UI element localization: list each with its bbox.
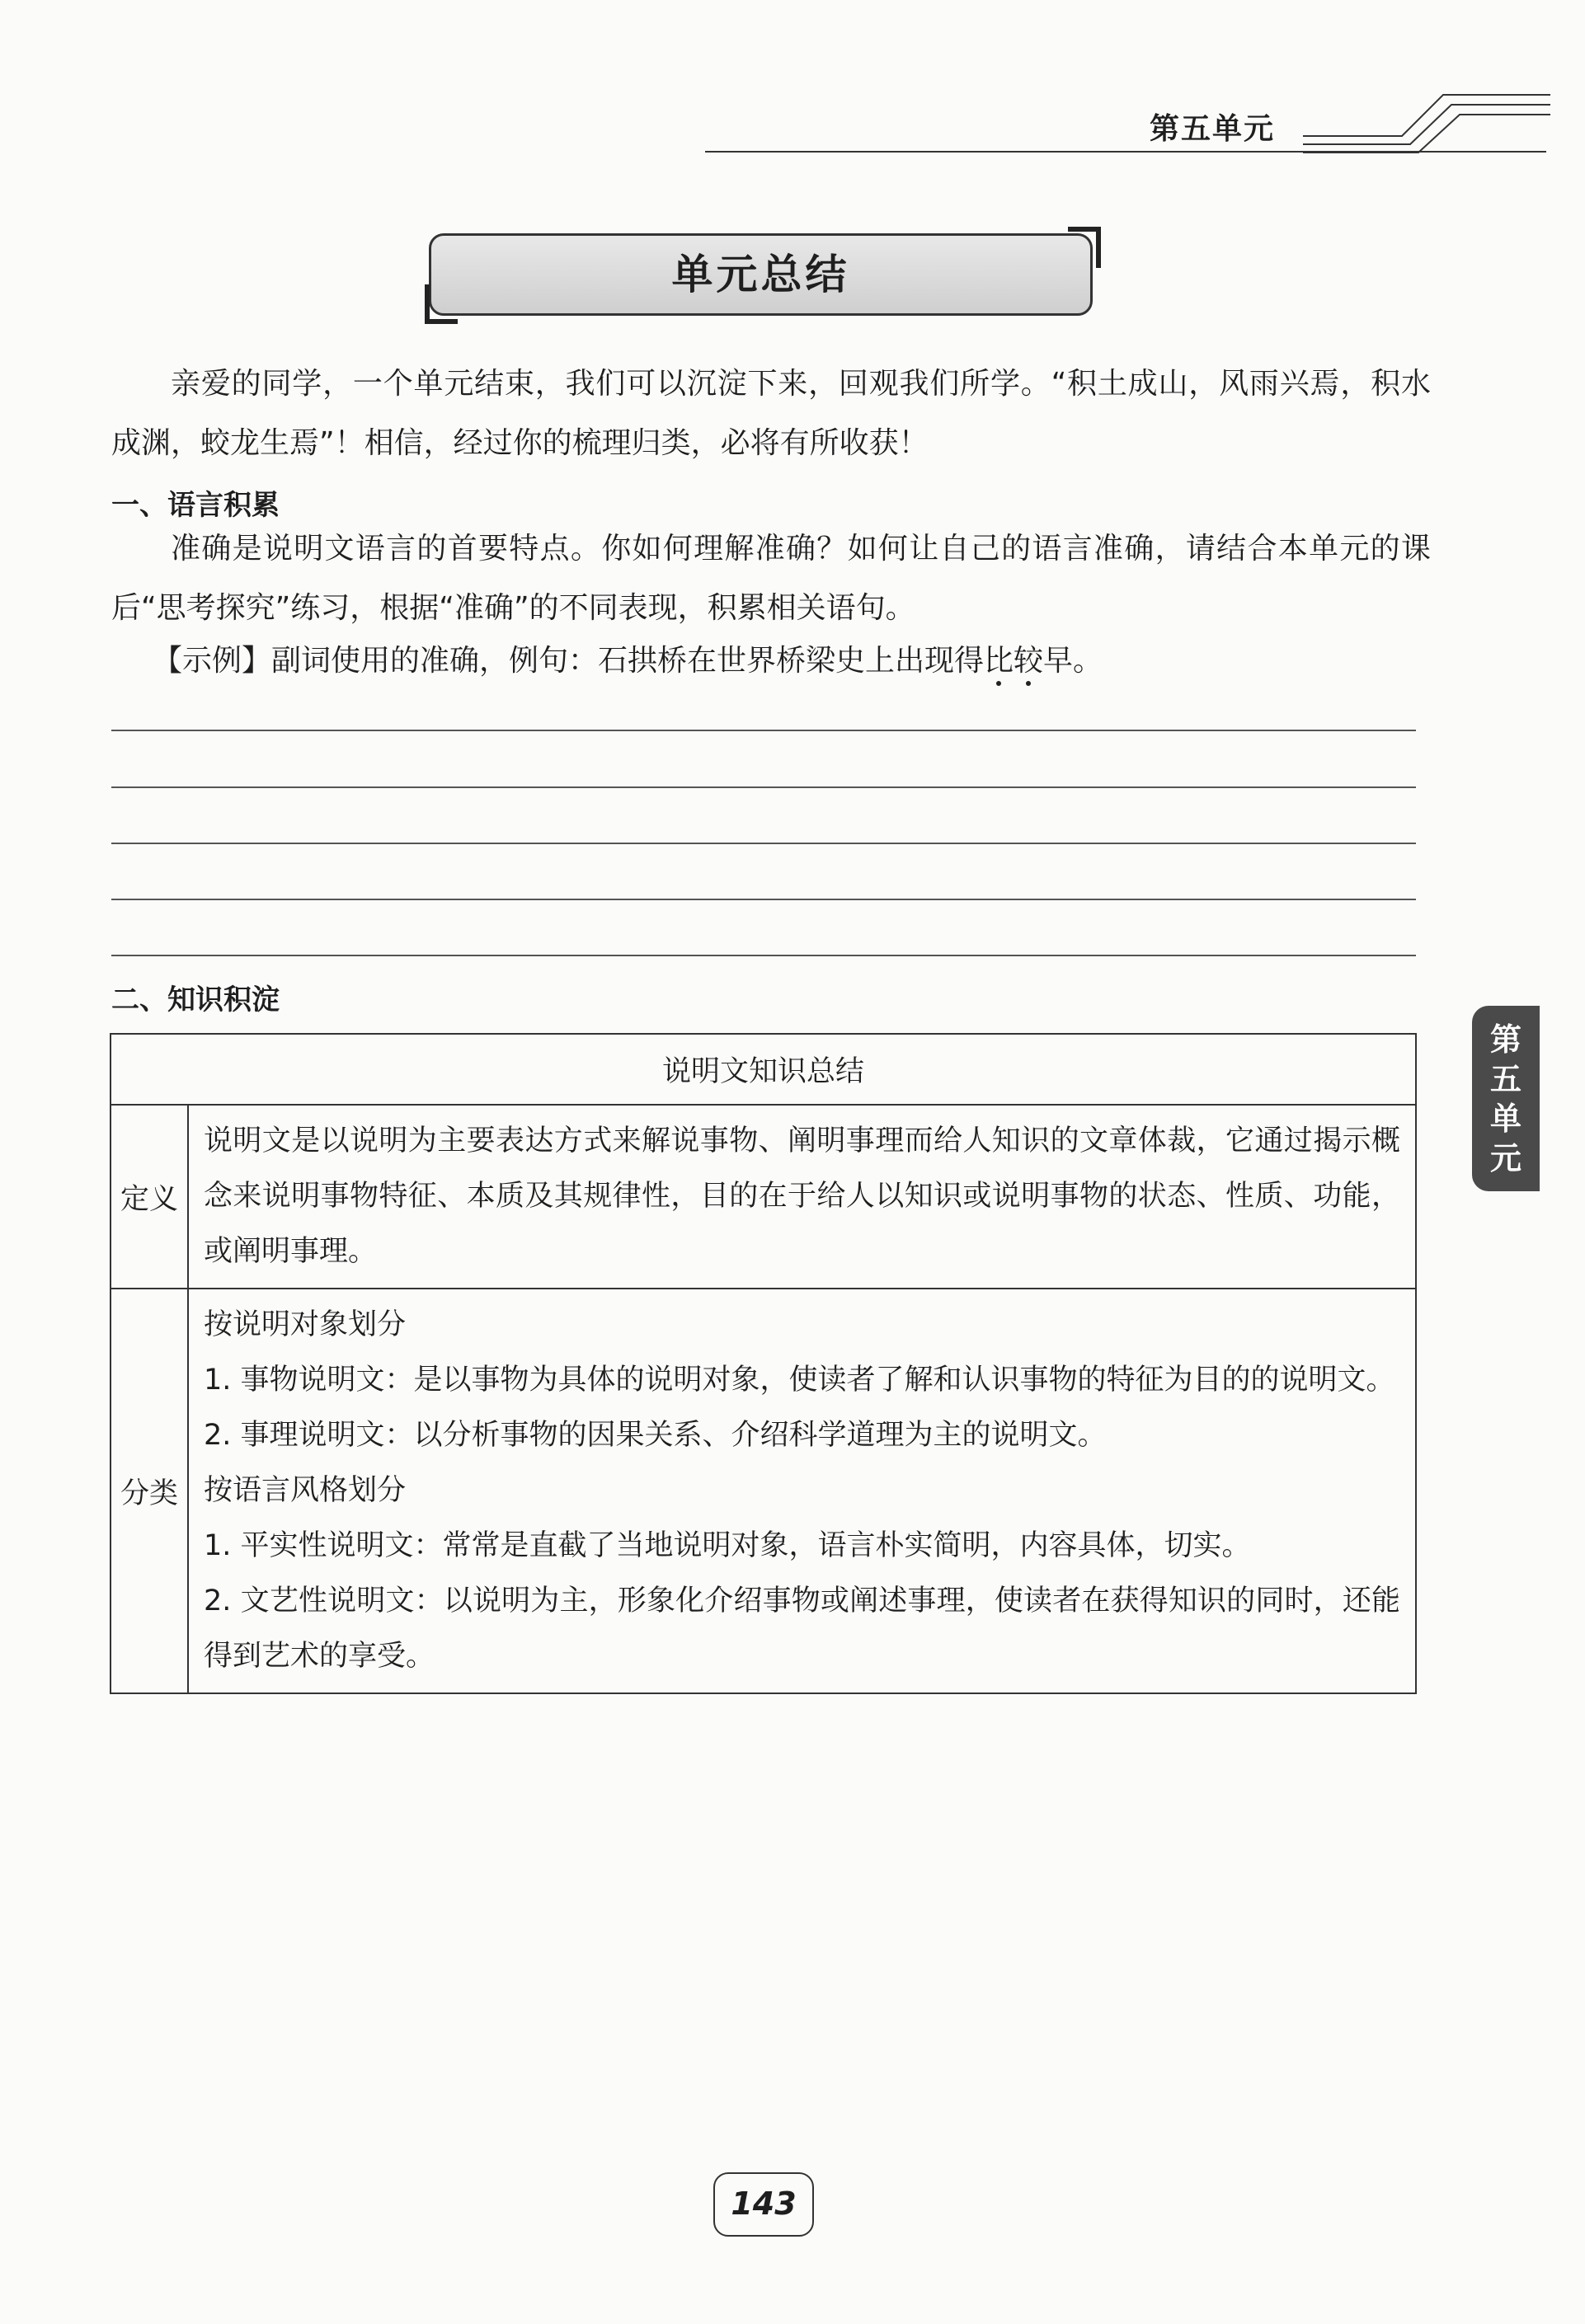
corner-bracket-icon — [1064, 223, 1105, 272]
page-number: 143 — [713, 2172, 814, 2237]
answer-line[interactable] — [111, 955, 1416, 956]
table-row — [111, 1105, 1416, 1289]
side-tab-char: 单 — [1489, 1100, 1522, 1137]
side-tab-char: 元 — [1489, 1139, 1522, 1176]
header-decoration-icon — [1303, 87, 1550, 161]
classification-line: 按语言风格划分 — [204, 1474, 407, 1507]
intro-paragraph: 亲爱的同学，一个单元结束，我们可以沉淀下来，回观我们所学。“积土成山，风雨兴焉，积水成渊，蛟龙生焉”！相信，经过你的梳理归类，必将有所收获！ — [111, 367, 1431, 460]
table-row — [111, 1289, 1416, 1693]
page-title: 单元总结 — [671, 251, 850, 298]
section1-paragraph: 准确是说明文语言的首要特点。你如何理解准确？如何让自己的语言准确，请结合本单元的课后“思考探究”练习，根据“准确”的不同表现，积累相关语句。 — [111, 532, 1431, 625]
emphasis-char: 比 — [984, 644, 1014, 678]
classification-text — [188, 1289, 1416, 1693]
answer-line[interactable] — [111, 843, 1416, 844]
classification-line: 1. 事物说明文：是以事物为具体的说明对象，使读者了解和认识事物的特征为目的的说明文。 — [204, 1364, 1395, 1397]
classification-line: 1. 平实性说明文：常常是直截了当地说明对象，语言朴实简明，内容具体，切实。 — [204, 1529, 1251, 1562]
corner-bracket-icon — [421, 280, 462, 330]
classification-line: 2. 事理说明文：以分析事物的因果关系、介绍科学道理为主的说明文。 — [204, 1419, 1107, 1452]
classification-line: 2. 文艺性说明文：以说明为主，形象化介绍事物或阐述事理，使读者在获得知识的同时，还能得到艺术的享受。 — [204, 1585, 1400, 1673]
row-head-definition: 定义 — [111, 1105, 188, 1289]
section-title-box — [429, 233, 1093, 316]
side-tab-char: 五 — [1489, 1060, 1522, 1097]
unit-side-tab — [1472, 1006, 1540, 1191]
side-tab-char: 第 — [1489, 1021, 1522, 1058]
classification-line: 按说明对象划分 — [204, 1308, 407, 1341]
definition-text: 说明文是以说明为主要表达方式来解说事物、阐明事理而给人知识的文章体裁，它通过揭示概念来说明事物特征、本质及其规律性，目的在于给人以知识或说明事物的状态、性质、功能，或阐明事理。 — [188, 1105, 1416, 1289]
example-text: 早。 — [1043, 644, 1103, 678]
knowledge-table — [110, 1033, 1417, 1694]
header-unit-label: 第五单元 — [1149, 112, 1275, 146]
table-caption: 说明文知识总结 — [111, 1034, 1416, 1105]
row-head-classification: 分类 — [111, 1289, 188, 1693]
answer-line[interactable] — [111, 786, 1416, 788]
answer-line[interactable] — [111, 730, 1416, 731]
answer-line[interactable] — [111, 899, 1416, 900]
section-heading: 一、语言积累 — [111, 489, 280, 522]
emphasis-char: 较 — [1014, 644, 1044, 678]
example-sentence — [153, 631, 1472, 691]
example-text: 【示例】副词使用的准确，例句：石拱桥在世界桥梁史上出现得 — [153, 644, 985, 678]
section-heading: 二、知识积淀 — [111, 984, 280, 1016]
